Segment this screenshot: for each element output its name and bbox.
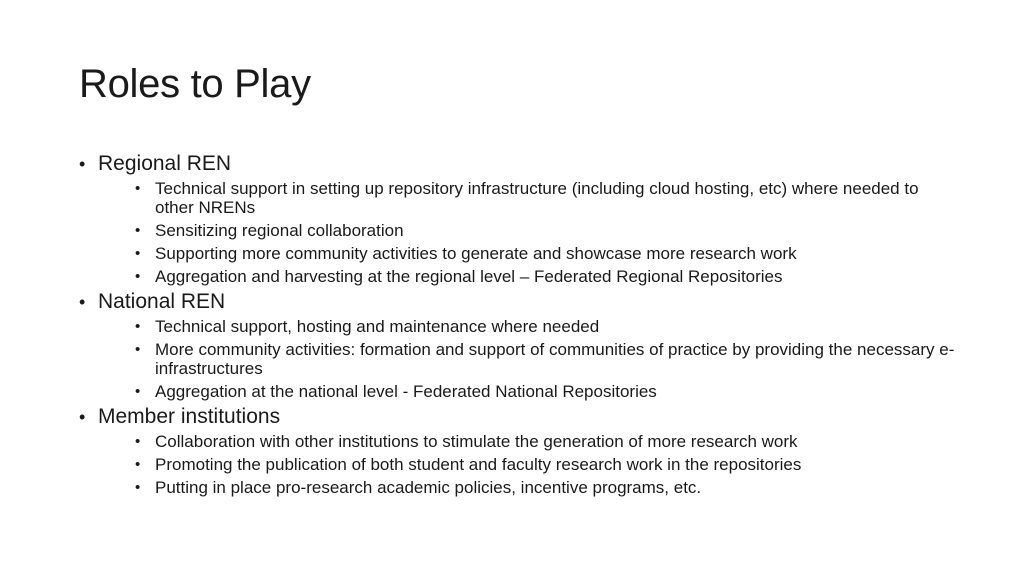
bullet-icon: • (135, 222, 141, 239)
bullet-icon: • (135, 318, 141, 335)
bullet-icon: • (135, 383, 141, 400)
section-heading: Regional REN (98, 152, 232, 175)
bullet-icon: • (79, 292, 86, 312)
section-member-institutions (79, 404, 959, 497)
bullet-icon: • (135, 433, 141, 450)
list-item (116, 432, 959, 451)
list-item-text: More community activities: formation and support of communities of practice by providing the necessary e-infrastructures (155, 340, 955, 378)
list-item (116, 340, 959, 378)
section-heading: National REN (98, 290, 226, 313)
bullet-icon: • (135, 180, 141, 197)
list-item-text: Promoting the publication of both student and faculty research work in the repositories (155, 455, 802, 474)
list-item-text: Aggregation at the national level - Federated National Repositories (155, 382, 657, 401)
list-item (116, 382, 959, 401)
section-regional-ren (79, 151, 959, 286)
list-item (116, 455, 959, 474)
list-item-text: Collaboration with other institutions to stimulate the generation of more research work (155, 432, 798, 451)
list-item (116, 221, 959, 240)
list-item-text: Sensitizing regional collaboration (155, 221, 404, 240)
section-national-ren (79, 289, 959, 401)
bullet-icon: • (135, 341, 141, 358)
list-item (116, 478, 959, 497)
list-item-text: Supporting more community activities to generate and showcase more research work (155, 244, 797, 263)
sub-list (98, 179, 959, 286)
section-heading: Member institutions (98, 405, 281, 428)
list-item-text: Technical support in setting up repository infrastructure (including cloud hosting, etc) where needed to other NRENs (155, 179, 919, 217)
sub-list (98, 432, 959, 497)
list-item-text: Technical support, hosting and maintenance where needed (155, 317, 600, 336)
bullet-icon: • (135, 245, 141, 262)
bullet-icon: • (135, 456, 141, 473)
bullet-icon: • (135, 479, 141, 496)
bullet-icon: • (135, 268, 141, 285)
list-item-text: Aggregation and harvesting at the regional level – Federated Regional Repositories (155, 267, 783, 286)
list-item (116, 244, 959, 263)
list-item (116, 179, 959, 217)
list-item-text: Putting in place pro-research academic policies, incentive programs, etc. (155, 478, 702, 497)
list-item (116, 267, 959, 286)
slide-title: Roles to Play (79, 62, 311, 106)
sub-list (98, 317, 959, 401)
bullet-icon: • (79, 154, 86, 174)
bullet-icon: • (79, 407, 86, 427)
list-item (116, 317, 959, 336)
bullet-list (79, 151, 959, 497)
